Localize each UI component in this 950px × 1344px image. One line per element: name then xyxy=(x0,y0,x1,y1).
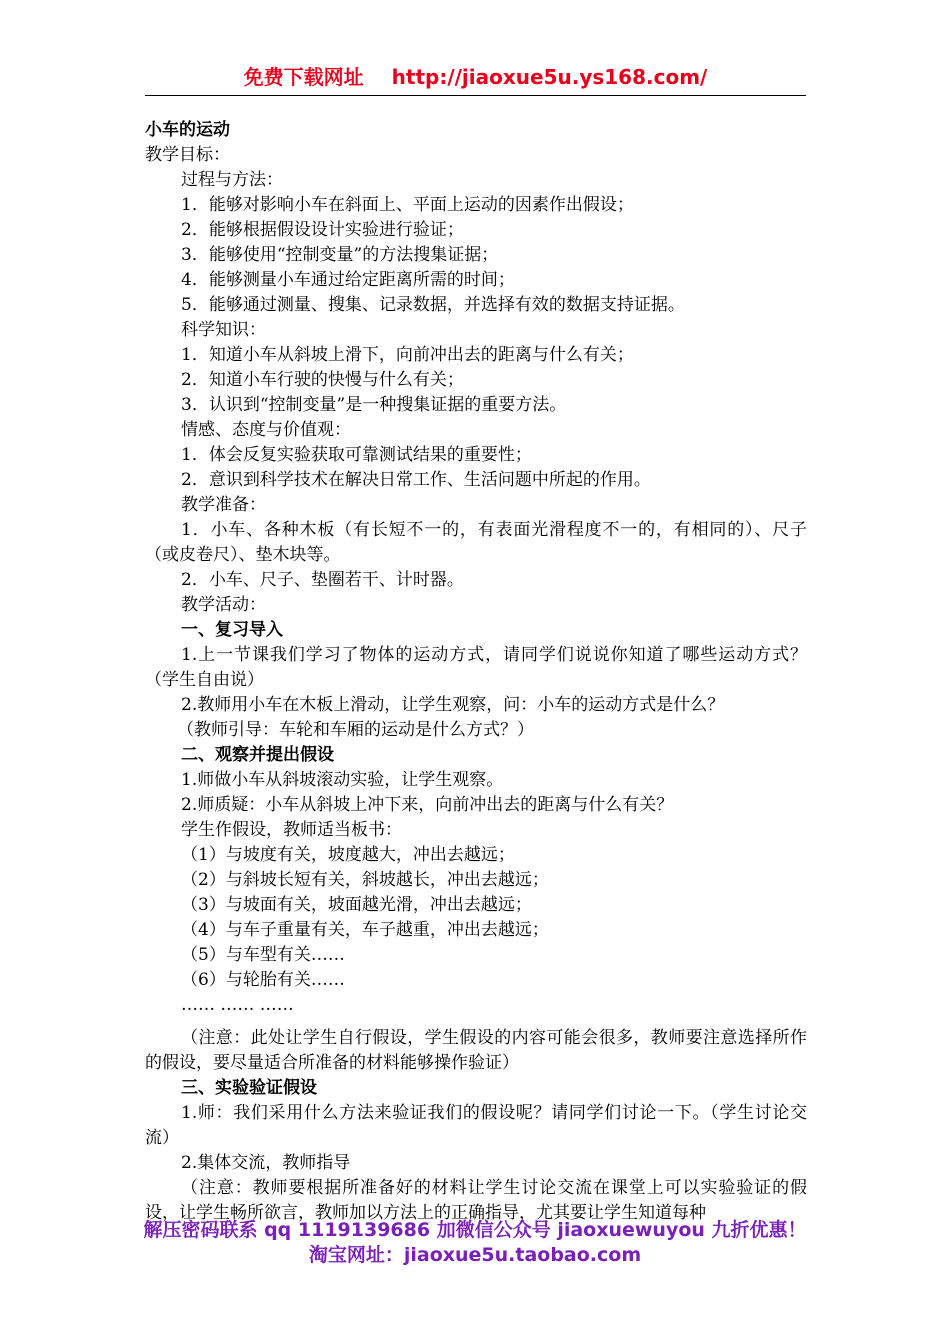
hypothesis-item: （3）与坡面有关，坡面越光滑，冲出去越远； xyxy=(181,895,532,915)
knowledge-item: 3．认识到“控制变量”是一种搜集证据的重要方法。 xyxy=(181,395,567,415)
hypothesis-item: （2）与斜坡长短有关，斜坡越长，冲出去越远； xyxy=(181,870,549,890)
section-1-title: 一、复习导入 xyxy=(181,620,283,640)
document-body xyxy=(145,118,807,1226)
section-1-para-3: （教师引导：车轮和车厢的运动是什么方式？） xyxy=(177,720,534,740)
emotion-item: 1．体会反复实验获取可靠测试结果的重要性； xyxy=(181,445,532,465)
activity-title: 教学活动： xyxy=(181,595,266,615)
section-3-title: 三、实验验证假设 xyxy=(181,1078,317,1098)
hypothesis-item: （5）与车型有关…… xyxy=(181,945,345,965)
section-3-para-2: 2.集体交流，教师指导 xyxy=(181,1153,351,1173)
knowledge-item: 1．知道小车从斜坡上滑下，向前冲出去的距离与什么有关； xyxy=(181,345,634,365)
section-3-para-1: 1.师：我们采用什么方法来验证我们的假设呢？请同学们讨论一下。（学生讨论交流） xyxy=(145,1103,807,1148)
emotion-title: 情感、态度与价值观： xyxy=(181,420,351,440)
section-2-para-2: 2.师质疑：小车从斜坡上冲下来，向前冲出去的距离与什么有关？ xyxy=(181,795,674,815)
footer-contact: 解压密码联系 qq 1119139686 加微信公众号 jiaoxuewuyou 九折优惠！ xyxy=(143,1219,807,1241)
prep-title: 教学准备： xyxy=(181,495,266,515)
section-2-title: 二、观察并提出假设 xyxy=(181,745,334,765)
process-item: 1．能够对影响小车在斜面上、平面上运动的因素作出假设； xyxy=(181,195,634,215)
header-url[interactable]: http://jiaoxue5u.ys168.com/ xyxy=(391,65,708,89)
hypothesis-item: （1）与坡度有关，坡度越大，冲出去越远； xyxy=(181,845,515,865)
goals-label: 教学目标： xyxy=(145,145,230,165)
process-item: 3．能够使用“控制变量”的方法搜集证据； xyxy=(181,245,499,265)
section-2-para-1: 1.师做小车从斜坡滚动实验，让学生观察。 xyxy=(181,770,504,790)
process-title: 过程与方法： xyxy=(181,170,283,190)
section-1-para-1: 1.上一节课我们学习了物体的运动方式，请同学们说说你知道了哪些运动方式？（学生自由说） xyxy=(145,645,807,690)
section-1-para-2: 2.教师用小车在木板上滑动，让学生观察，问：小车的运动方式是什么？ xyxy=(181,695,725,715)
emotion-item: 2．意识到科学技术在解决日常工作、生活问题中所起的作用。 xyxy=(181,470,651,490)
header-left-text: 免费下载网址 xyxy=(243,65,364,89)
hypothesis-item: （6）与轮胎有关…… xyxy=(181,970,345,990)
hypothesis-item: （4）与车子重量有关，车子越重，冲出去越远； xyxy=(181,920,549,940)
footer-shop-url[interactable]: 淘宝网址：jiaoxue5u.taobao.com xyxy=(308,1244,642,1266)
doc-title: 小车的运动 xyxy=(145,120,230,140)
section-2-para-3: 学生作假设，教师适当板书： xyxy=(181,820,402,840)
section-3-note: （注意：教师要根据所准备好的材料让学生讨论交流在课堂上可以实验验证的假设，让学生畅所欲言，教师加以方法上的正确指导，尤其要让学生知道每种 xyxy=(145,1178,807,1223)
process-item: 2．能够根据假设设计实验进行验证； xyxy=(181,220,464,240)
process-item: 5．能够通过测量、搜集、记录数据，并选择有效的数据支持证据。 xyxy=(181,295,685,315)
ellipsis-line: …… …… …… xyxy=(181,995,294,1015)
knowledge-item: 2．知道小车行驶的快慢与什么有关； xyxy=(181,370,464,390)
prep-item-2: 2．小车、尺子、垫圈若干、计时器。 xyxy=(181,570,464,590)
header-divider xyxy=(145,95,806,96)
process-item: 4．能够测量小车通过给定距离所需的时间； xyxy=(181,270,515,290)
knowledge-title: 科学知识： xyxy=(181,320,266,340)
section-2-note: （注意：此处让学生自行假设，学生假设的内容可能会很多，教师要注意选择所作的假设，要尽量适合所准备的材料能够操作验证） xyxy=(145,1028,807,1073)
page-header xyxy=(145,62,806,92)
prep-item-1: 1．小车、各种木板（有长短不一的，有表面光滑程度不一的，有相同的）、尺子（或皮卷尺）、垫木块等。 xyxy=(145,520,807,565)
